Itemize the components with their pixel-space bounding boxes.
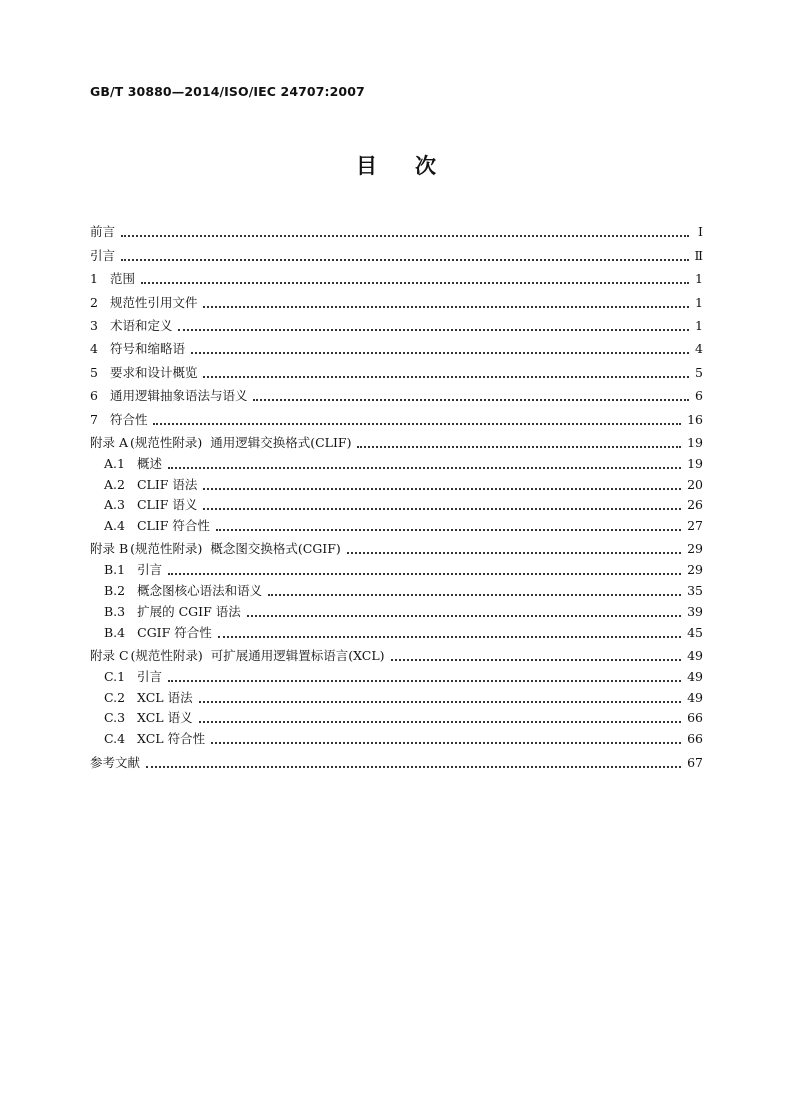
toc-entry-page: 49: [687, 668, 703, 684]
toc-entry-label: CGIF 符合性: [137, 624, 212, 640]
toc-entry[interactable]: [90, 451, 703, 472]
toc-entry[interactable]: [90, 620, 703, 641]
toc-entry-label: CLIF 语法: [136, 476, 198, 492]
toc-entry-label: 概述: [136, 455, 162, 471]
toc-entry-number: C.2: [104, 689, 126, 705]
toc-entry-page: 1: [695, 271, 703, 287]
dot-leader: [347, 542, 681, 554]
dot-leader: [121, 225, 689, 237]
toc-entry-label: 前言: [90, 224, 116, 240]
toc-entry[interactable]: [90, 664, 703, 685]
dot-leader: [253, 389, 689, 401]
toc-entry-label: 通用逻辑抽象语法与语义: [109, 388, 248, 404]
dot-leader: [168, 670, 681, 682]
toc-entry-page: 19: [687, 434, 703, 450]
toc-entry-number: 5: [90, 364, 98, 380]
toc-entry-number: A.2: [104, 476, 125, 492]
toc-entry-label: 引言: [90, 247, 116, 263]
toc-entry-label: 要求和设计概览: [109, 364, 198, 380]
toc-entry-number: 6: [90, 388, 98, 404]
standard-code: GB/T 30880—2014/ISO/IEC 24707:2007: [90, 84, 365, 99]
toc-entry-label: 概念图核心语法和语义: [137, 583, 263, 599]
toc-entry-number: A.1: [104, 455, 125, 471]
dot-leader: [199, 691, 682, 703]
dot-leader: [168, 457, 681, 469]
toc-entry-label: 引言: [137, 668, 163, 684]
toc-entry-number: C.1: [104, 668, 126, 684]
toc-entry[interactable]: [90, 493, 703, 514]
toc-entry[interactable]: [90, 685, 703, 706]
dot-leader: [203, 366, 689, 378]
toc-entry[interactable]: [90, 381, 703, 404]
dot-leader: [178, 319, 689, 331]
toc-entry[interactable]: [90, 334, 703, 357]
dot-leader: [146, 756, 681, 768]
toc-entry-page: Ⅱ: [694, 247, 703, 263]
toc-entry-number: A.3: [104, 497, 125, 513]
page-title: 目次: [356, 154, 474, 178]
toc-entry-page: 4: [695, 341, 703, 357]
toc-entry[interactable]: [90, 472, 703, 493]
toc-entry-label: XCL 语义: [137, 710, 193, 726]
toc-entry-page: 1: [695, 294, 703, 310]
toc-entry[interactable]: [90, 404, 703, 427]
toc-entry-number: 2: [90, 294, 98, 310]
toc-entry-page: 5: [695, 364, 703, 380]
toc-entry-page: 27: [687, 518, 703, 534]
dot-leader: [141, 272, 689, 284]
toc-entry[interactable]: [90, 217, 703, 240]
toc-entry[interactable]: [90, 726, 703, 747]
toc-entry[interactable]: [90, 534, 703, 557]
dot-leader: [268, 584, 681, 596]
dot-leader: [199, 711, 682, 723]
toc-entry-label: CLIF 语义: [136, 497, 198, 513]
dot-leader: [168, 563, 681, 575]
toc-entry-page: 49: [687, 689, 703, 705]
toc-entry[interactable]: [90, 357, 703, 380]
toc-entry-page: 35: [687, 583, 703, 599]
dot-leader: [191, 342, 689, 354]
toc-entry[interactable]: [90, 428, 703, 451]
toc-entry-page: 29: [687, 562, 703, 578]
toc-entry-number: C.3: [104, 710, 126, 726]
toc-entry-label: (规范性附录) 可扩展通用逻辑置标语言(XCL): [130, 648, 385, 664]
toc-entry-label: (规范性附录) 通用逻辑交换格式(CLIF): [130, 434, 352, 450]
toc-entry-page: 66: [687, 710, 703, 726]
toc-entry-page: 6: [695, 388, 703, 404]
dot-leader: [203, 478, 681, 490]
toc-entry[interactable]: [90, 287, 703, 310]
toc-entry-label: 扩展的 CGIF 语法: [137, 603, 241, 619]
toc-entry[interactable]: [90, 240, 703, 263]
toc-entry-page: 16: [687, 411, 703, 427]
toc-entry-number: B.3: [104, 603, 126, 619]
toc-entry-label: CLIF 符合性: [136, 518, 210, 534]
toc-entry-number: 3: [90, 317, 98, 333]
dot-leader: [391, 649, 682, 661]
toc-entry-number: B.4: [104, 624, 126, 640]
toc-entry-number: A.4: [104, 518, 125, 534]
toc-entry-number: C.4: [104, 731, 126, 747]
toc-entry-page: 1: [695, 317, 703, 333]
toc-entry-label: 范围: [109, 271, 135, 287]
dot-leader: [216, 519, 681, 531]
toc-entry-number: 7: [90, 411, 98, 427]
toc-entry-label: XCL 符合性: [137, 731, 206, 747]
toc-entry-number: B.1: [104, 562, 126, 578]
toc-entry-page: 67: [687, 754, 703, 770]
toc-entry-page: 26: [687, 497, 703, 513]
toc-entry-label: 符合性: [109, 411, 148, 427]
dot-leader: [357, 436, 681, 448]
toc-entry-page: 66: [687, 731, 703, 747]
toc-entry-number: 4: [90, 341, 98, 357]
dot-leader: [121, 249, 688, 261]
toc-entry-number: 1: [90, 271, 98, 287]
toc-entry-number: 附录 B: [90, 541, 129, 557]
toc-entry-number: 附录 A: [90, 434, 129, 450]
toc-entry-label: 符号和缩略语: [109, 341, 185, 357]
toc-entry-label: 术语和定义: [109, 317, 173, 333]
dot-leader: [203, 296, 689, 308]
toc-entry[interactable]: [90, 311, 703, 334]
toc-entry-number: B.2: [104, 583, 126, 599]
toc-entry[interactable]: [90, 264, 703, 287]
toc-entry-label: (规范性附录) 概念图交换格式(CGIF): [130, 541, 341, 557]
dot-leader: [153, 413, 681, 425]
toc-entry[interactable]: [90, 747, 703, 770]
dot-leader: [203, 498, 681, 510]
toc-entry-page: 49: [687, 648, 703, 664]
toc-entry[interactable]: [90, 706, 703, 727]
toc-entry[interactable]: [90, 641, 703, 664]
toc-entry-page: Ⅰ: [698, 224, 703, 240]
toc-entry-page: 20: [687, 476, 703, 492]
table-of-contents: [90, 217, 703, 771]
toc-entry[interactable]: [90, 578, 703, 599]
toc-entry-label: XCL 语法: [137, 689, 193, 705]
dot-leader: [247, 605, 681, 617]
toc-entry-number: 附录 C: [90, 648, 129, 664]
toc-entry[interactable]: [90, 513, 703, 534]
toc-entry-page: 45: [687, 624, 703, 640]
toc-entry[interactable]: [90, 599, 703, 620]
toc-entry-page: 39: [687, 603, 703, 619]
toc-entry-label: 规范性引用文件: [109, 294, 198, 310]
toc-entry-page: 19: [687, 455, 703, 471]
toc-entry-label: 引言: [137, 562, 163, 578]
dot-leader: [218, 626, 681, 638]
dot-leader: [211, 732, 681, 744]
toc-entry-page: 29: [687, 541, 703, 557]
toc-entry-label: 参考文献: [90, 754, 141, 770]
toc-entry[interactable]: [90, 557, 703, 578]
